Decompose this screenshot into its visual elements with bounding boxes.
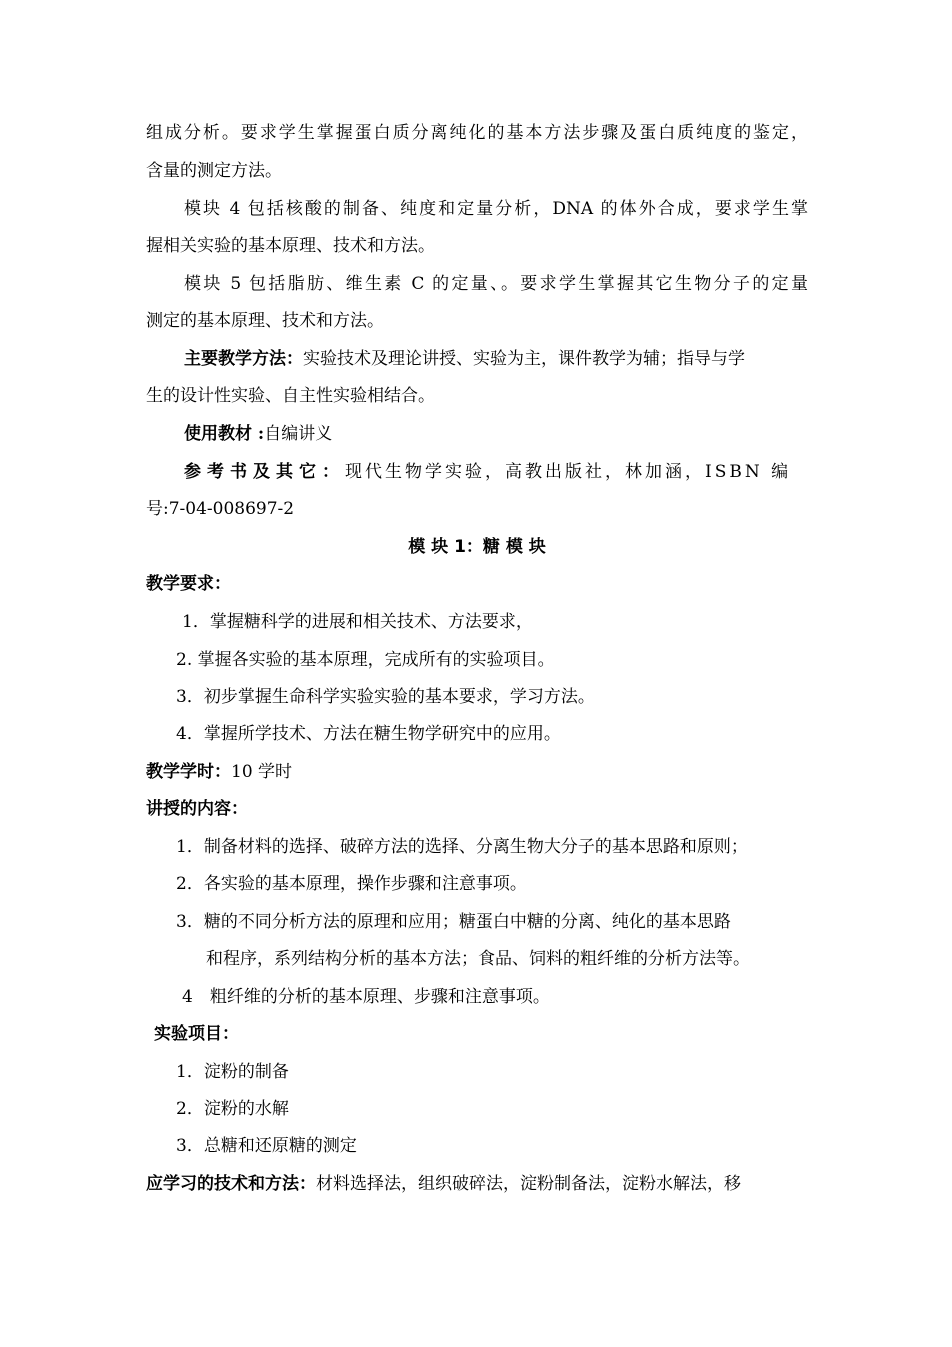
list-item: 2．各实验的基本原理，操作步骤和注意事项。 xyxy=(176,874,527,894)
techniques xyxy=(146,1172,808,1196)
list-item: 1．淀粉的制备 xyxy=(176,1062,289,1082)
teaching-hours xyxy=(146,760,808,784)
list-item: 1．掌握糖科学的进展和相关技术、方法要求， xyxy=(182,612,533,632)
paragraph-line: 握相关实验的基本原理、技术和方法。 xyxy=(146,236,435,256)
paragraph-line: 模块 5 包括脂肪、维生素 C 的定量、。要求学生掌握其它生物分子的定量 xyxy=(184,274,808,294)
list-item: 4．掌握所学技术、方法在糖生物学研究中的应用。 xyxy=(176,724,561,744)
list-item: 4 粗纤维的分析的基本原理、步骤和注意事项。 xyxy=(182,987,550,1007)
teaching-methods-text: 实验技术及理论讲授、实验为主，课件教学为辅；指导与学 xyxy=(303,349,745,369)
references xyxy=(184,460,808,484)
content-label: 讲授的内容： xyxy=(146,799,248,819)
paragraph-line: 测定的基本原理、技术和方法。 xyxy=(146,311,384,331)
list-item-continued: 和程序，系列结构分析的基本方法；食品、饲料的粗纤维的分析方法等。 xyxy=(206,949,750,969)
isbn-line: 号:7-04-008697-2 xyxy=(146,499,295,519)
references-label: 参考书及其它： xyxy=(184,462,345,482)
textbook-text: 自编讲义 xyxy=(264,424,333,444)
paragraph-line: 含量的测定方法。 xyxy=(146,161,282,181)
textbook xyxy=(184,422,808,446)
list-item: 3．总糖和还原糖的测定 xyxy=(176,1136,357,1156)
techniques-label: 应学习的技术和方法： xyxy=(146,1174,316,1194)
teaching-hours-label: 教学学时： xyxy=(146,762,231,782)
list-item: 3．初步掌握生命科学实验实验的基本要求，学习方法。 xyxy=(176,687,595,707)
teaching-hours-text: 10 学时 xyxy=(231,762,293,782)
techniques-text: 材料选择法，组织破碎法，淀粉制备法，淀粉水解法，移 xyxy=(316,1174,741,1194)
list-item: 2．淀粉的水解 xyxy=(176,1099,289,1119)
list-item: 3．糖的不同分析方法的原理和应用；糖蛋白中糖的分离、纯化的基本思路 xyxy=(176,912,731,932)
teaching-methods-label: 主要教学方法： xyxy=(184,349,303,369)
module-title: 模 块 1：糖 模 块 xyxy=(408,537,546,557)
paragraph-line: 生的设计性实验、自主性实验相结合。 xyxy=(146,386,435,406)
experiments-label: 实验项目： xyxy=(154,1024,239,1044)
list-item: 1．制备材料的选择、破碎方法的选择、分离生物大分子的基本思路和原则； xyxy=(176,837,748,857)
paragraph-line: 模块 4 包括核酸的制备、纯度和定量分析，DNA 的体外合成，要求学生掌 xyxy=(184,199,808,219)
list-item: 2. 掌握各实验的基本原理，完成所有的实验项目。 xyxy=(176,650,555,670)
textbook-label: 使用教材 : xyxy=(184,424,265,444)
paragraph-line: 组成分析。要求学生掌握蛋白质分离纯化的基本方法步骤及蛋白质纯度的鉴定， xyxy=(146,123,808,143)
teaching-methods xyxy=(184,347,808,371)
references-text: 现代生物学实验，高教出版社，林加涵，ISBN 编 xyxy=(345,462,792,482)
requirements-label: 教学要求： xyxy=(146,574,231,594)
